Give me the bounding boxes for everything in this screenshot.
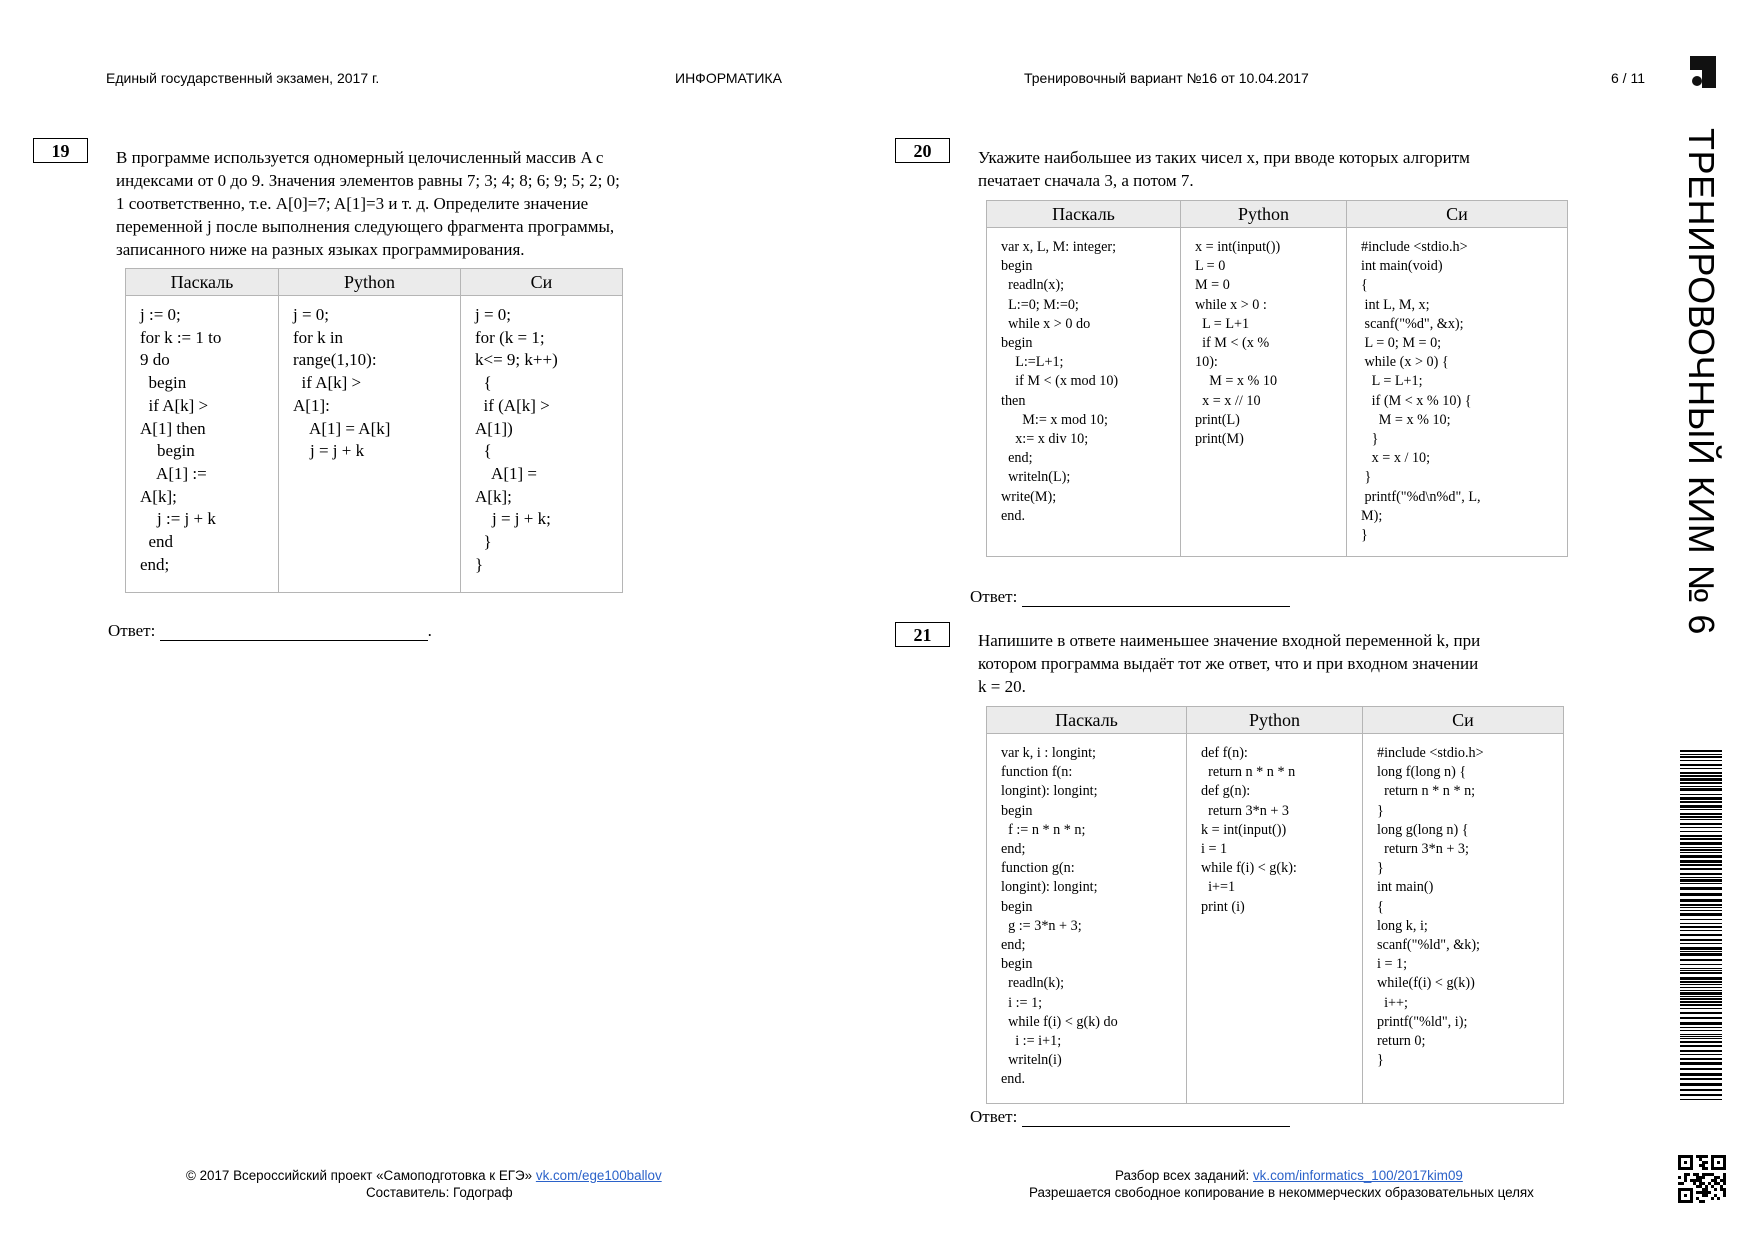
column-header-c: Си (461, 269, 623, 296)
footer-license: Разрешается свободное копирование в некоммерческих образовательных целях (1029, 1185, 1534, 1200)
task-21-answer-row (970, 1106, 1290, 1127)
task-21-number: 21 (895, 622, 950, 647)
column-header-python: Python (1181, 201, 1347, 228)
task-21-question (978, 629, 1480, 698)
copyright-text: © 2017 Всероссийский проект «Самоподготовка к ЕГЭ» (186, 1168, 533, 1183)
answer-field[interactable] (1022, 586, 1290, 607)
answer-label: Ответ: (108, 621, 156, 640)
answer-field[interactable] (160, 620, 428, 641)
task-20-number: 20 (895, 138, 950, 163)
python-code-cell (1187, 734, 1363, 1104)
python-code-cell (279, 296, 461, 593)
page-number: 6 / 11 (1611, 70, 1645, 86)
column-header-pascal: Паскаль (987, 707, 1187, 734)
python-code-cell (1181, 228, 1347, 557)
pascal-code-cell (987, 228, 1181, 557)
question-line: Напишите в ответе наименьшее значение входной переменной k, при (978, 631, 1481, 650)
task-20-answer-row (970, 586, 1290, 607)
question-line: индексами от 0 до 9. Значения элементов равны 7; 3; 4; 8; 6; 9; 5; 2; 0; (116, 171, 620, 190)
python-code: x = int(input()) L = 0 M = 0 while x > 0 : L = L+1 if M < (x % 10): M = x % 10 x = x // 10 print(L) print(M) (1195, 239, 1281, 448)
c-code-cell (1347, 228, 1568, 557)
c-code: j = 0; for (k = 1; k<= 9; k++) { if (A[k] > A[1]) { A[1] = A[k]; j = j + k; } } (475, 305, 558, 574)
column-header-pascal: Паскаль (987, 201, 1181, 228)
question-line: В программе используется одномерный целочисленный массив A с (116, 148, 604, 167)
header-subject: ИНФОРМАТИКА (675, 70, 782, 86)
pascal-code-cell (987, 734, 1187, 1104)
analysis-label: Разбор всех заданий: (1115, 1168, 1250, 1183)
question-line: котором программа выдаёт тот же ответ, что и при входном значении (978, 654, 1479, 673)
c-code: #include <stdio.h> int main(void) { int L, M, x; scanf("%d", &x); L = 0; M = 0; while (x > 0) { L = L+1; if (M < x % 10) { M = x % 10; } x = x / 10; } printf("%d\n%d", L, M); } (1361, 239, 1481, 544)
question-line: k = 20. (978, 677, 1026, 696)
pascal-code-cell (126, 296, 279, 593)
question-line: 1 соответственно, т.е. A[0]=7; A[1]=3 и т. д. Определите значение (116, 194, 589, 213)
task-19-number: 19 (33, 138, 88, 163)
question-line: печатает сначала 3, а потом 7. (978, 171, 1194, 190)
header-variant: Тренировочный вариант №16 от 10.04.2017 (1024, 70, 1309, 86)
pascal-code: var k, i : longint; function f(n: longint): longint; begin f := n * n * n; end; function g(n: longint): longint; begin g := 3*n + 3; end; begin readln(k); i := 1; while f(i) < g(k) do i := i+1; writeln(i) end. (1001, 745, 1118, 1088)
pascal-code: j := 0; for k := 1 to 9 do begin if A[k] > A[1] then begin A[1] := A[k]; j := j + k end end; (140, 305, 222, 574)
barcode (1680, 750, 1722, 1100)
footer-analysis (1115, 1168, 1463, 1183)
footer-author: Составитель: Годограф (366, 1185, 513, 1200)
c-code-cell (1363, 734, 1564, 1104)
task-20-code-table (986, 200, 1568, 557)
answer-period: . (427, 621, 432, 640)
column-header-python: Python (279, 269, 461, 296)
task-20-question (978, 146, 1470, 192)
column-header-c: Си (1363, 707, 1564, 734)
python-code: def f(n): return n * n * n def g(n): return 3*n + 3 k = int(input()) i = 1 while f(i) < g(k): i+=1 print (i) (1201, 745, 1297, 915)
c-code-cell (461, 296, 623, 593)
vertical-title: ТРЕНИРОВОЧНЫЙ КИМ № 6 (1681, 128, 1722, 635)
c-code: #include <stdio.h> long f(long n) { return n * n * n; } long g(long n) { return 3*n + 3; } int main() { long k, i; scanf("%ld", &k); i = 1; while(f(i) < g(k)) i++; printf("%ld", i); return 0; } (1377, 745, 1484, 1069)
analysis-link[interactable]: vk.com/informatics_100/2017kim09 (1252, 1168, 1463, 1183)
python-code: j = 0; for k in range(1,10): if A[k] > A[1]: A[1] = A[k] j = j + k (293, 305, 391, 461)
footer-copyright (186, 1168, 662, 1183)
pascal-code: var x, L, M: integer; begin readln(x); L:=0; M:=0; while x > 0 do begin L:=L+1; if M < (x mod 10) then M:= x mod 10; x:= x div 10; end; writeln(L); write(M); end. (1001, 239, 1119, 524)
task-19-question (116, 146, 620, 261)
question-line: переменной j после выполнения следующего фрагмента программы, (116, 217, 615, 236)
answer-label: Ответ: (970, 1107, 1018, 1126)
column-header-python: Python (1187, 707, 1363, 734)
task-19-code-table (125, 268, 623, 593)
task-19-answer-row (108, 620, 432, 641)
answer-field[interactable] (1022, 1106, 1290, 1127)
column-header-pascal: Паскаль (126, 269, 279, 296)
corner-marker-icon (1690, 56, 1716, 88)
qr-code (1678, 1155, 1726, 1203)
copyright-link[interactable]: vk.com/ege100ballov (535, 1168, 662, 1183)
answer-label: Ответ: (970, 587, 1018, 606)
column-header-c: Си (1347, 201, 1568, 228)
header-exam-title: Единый государственный экзамен, 2017 г. (106, 70, 380, 86)
question-line: Укажите наибольшее из таких чисел x, при вводе которых алгоритм (978, 148, 1470, 167)
question-line: записанного ниже на разных языках программирования. (116, 240, 525, 259)
task-21-code-table (986, 706, 1564, 1104)
